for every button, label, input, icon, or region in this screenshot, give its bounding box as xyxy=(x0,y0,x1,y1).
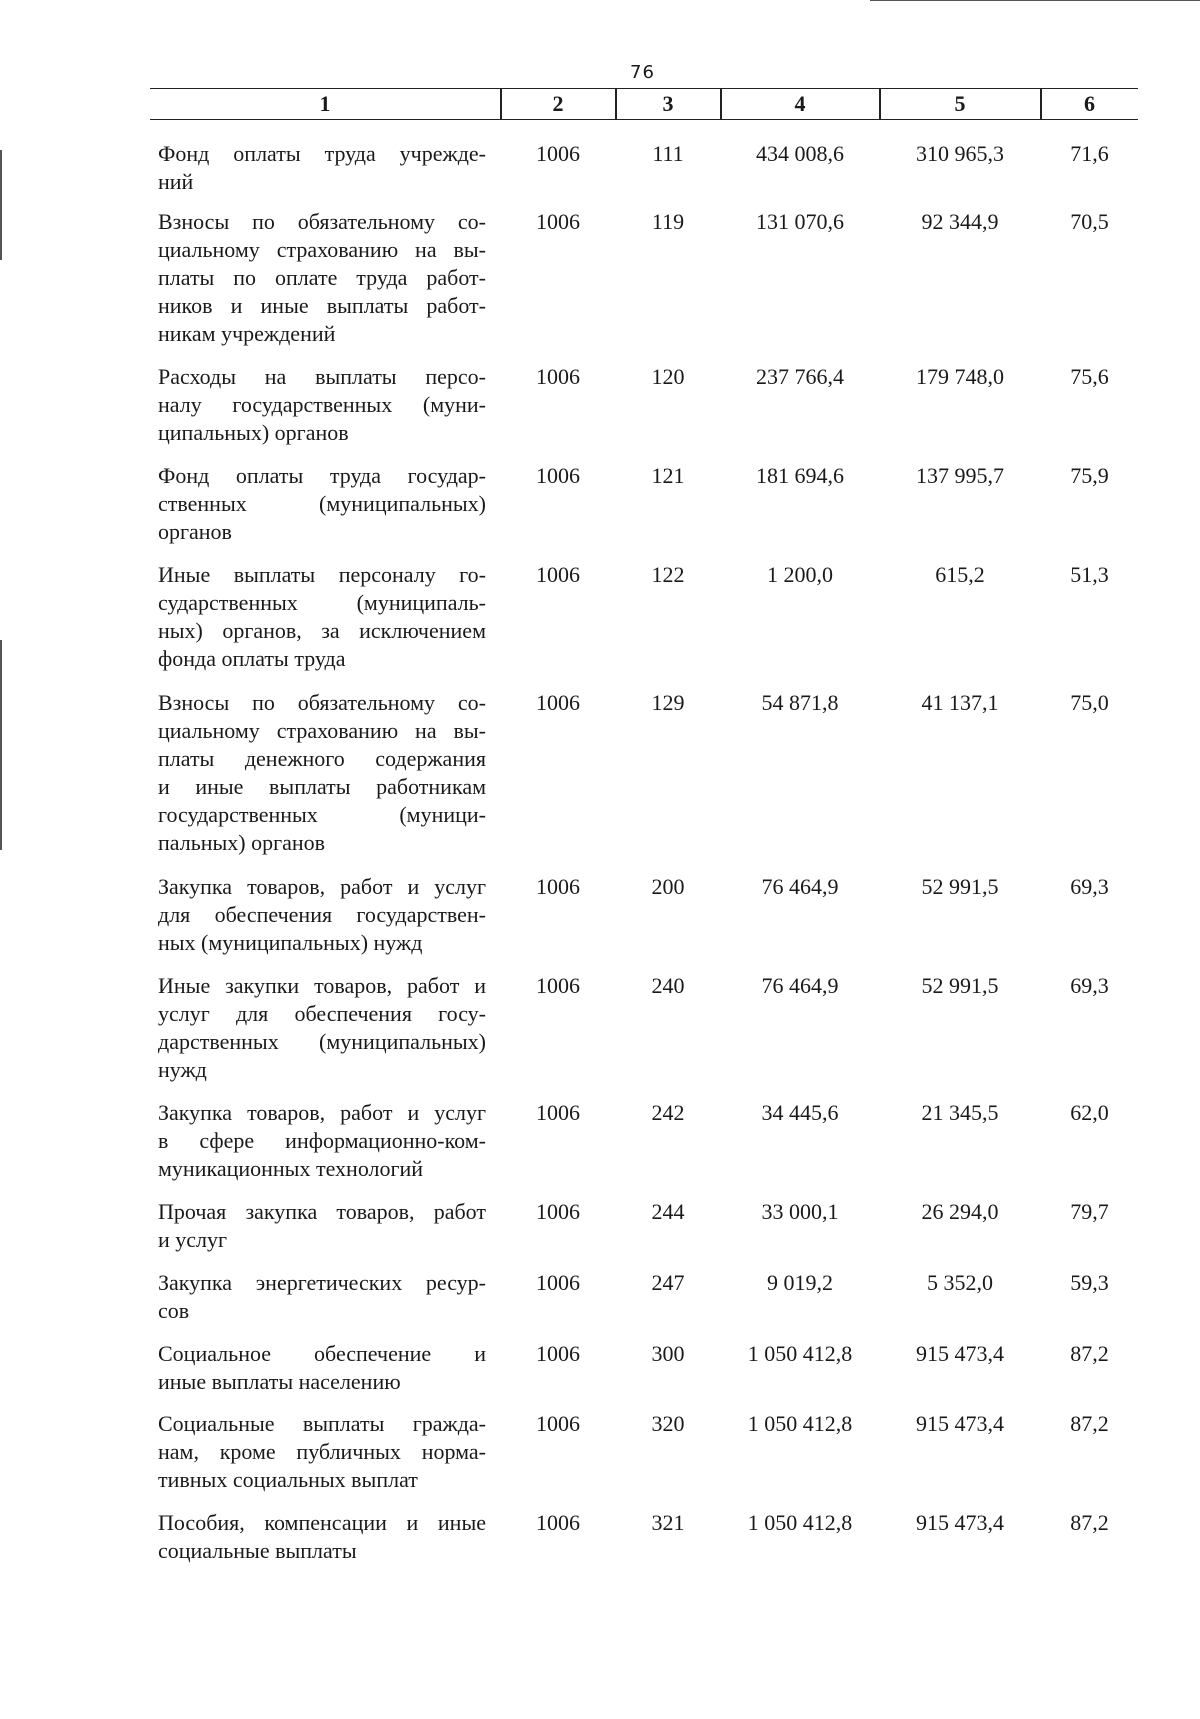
cell-item-name-line: социальные выплаты xyxy=(158,1538,357,1563)
cell-item-name-line: платы по оплате труда работ- xyxy=(158,265,486,290)
scan-edge-line-top xyxy=(870,0,1200,1)
cell-executed: 915 473,4 xyxy=(916,1411,1004,1436)
cell-code-expense: 122 xyxy=(651,562,685,587)
cell-item-name-line: сударственных (муниципаль- xyxy=(158,590,486,615)
cell-item-name xyxy=(158,1410,486,1494)
cell-executed: 41 137,1 xyxy=(921,690,999,715)
cell-item-name xyxy=(158,1198,486,1254)
cell-item-name-line: Иные закупки товаров, работ и xyxy=(158,973,486,998)
cell-item-name-line: органов xyxy=(158,519,232,544)
cell-executed: 179 748,0 xyxy=(916,364,1004,389)
cell-item-name xyxy=(158,873,486,957)
cell-executed: 21 345,5 xyxy=(921,1100,999,1125)
cell-planned: 54 871,8 xyxy=(761,690,839,715)
cell-planned: 1 050 412,8 xyxy=(747,1510,853,1535)
cell-percent: 75,6 xyxy=(1070,364,1109,389)
cell-percent: 75,9 xyxy=(1070,463,1109,488)
cell-item-name-line: Социальное обеспечение и xyxy=(158,1341,486,1366)
cell-item-name-line: государственных (муници- xyxy=(158,802,486,827)
cell-item-name-line: Социальные выплаты гражда- xyxy=(158,1411,486,1436)
cell-executed: 5 352,0 xyxy=(927,1270,993,1295)
cell-item-name-line: тивных социальных выплат xyxy=(158,1467,418,1492)
cell-item-name-line: налу государственных (муни- xyxy=(158,392,486,417)
cell-percent: 75,0 xyxy=(1070,690,1109,715)
cell-item-name xyxy=(158,972,486,1084)
cell-item-name xyxy=(158,208,486,348)
cell-planned: 34 445,6 xyxy=(761,1100,839,1125)
header-col-3: 3 xyxy=(662,91,674,116)
header-col-5: 5 xyxy=(954,91,966,116)
header-col-6: 6 xyxy=(1084,91,1095,116)
cell-code-expense: 129 xyxy=(651,690,685,715)
cell-item-name-line: платы денежного содержания xyxy=(158,746,486,771)
cell-item-name-line: ний xyxy=(158,169,194,194)
cell-item-name xyxy=(158,140,486,196)
page-number: 76 xyxy=(630,62,655,83)
cell-planned: 76 464,9 xyxy=(761,973,839,998)
cell-planned: 1 050 412,8 xyxy=(747,1411,853,1436)
cell-item-name-line: Расходы на выплаты персо- xyxy=(158,364,486,389)
cell-item-name xyxy=(158,1340,486,1396)
cell-item-name xyxy=(158,689,486,857)
cell-item-name xyxy=(158,1099,486,1183)
cell-code-expense: 200 xyxy=(651,874,685,899)
cell-code-section: 1006 xyxy=(536,562,580,587)
cell-executed: 310 965,3 xyxy=(916,141,1004,166)
cell-percent: 70,5 xyxy=(1070,209,1109,234)
header-col-1: 1 xyxy=(319,91,331,116)
cell-planned: 181 694,6 xyxy=(756,463,844,488)
cell-item-name-line: Фонд оплаты труда учрежде- xyxy=(158,141,486,166)
cell-item-name xyxy=(158,462,486,546)
cell-item-name xyxy=(158,1509,486,1565)
cell-planned: 76 464,9 xyxy=(761,874,839,899)
cell-percent: 51,3 xyxy=(1070,562,1109,587)
cell-code-section: 1006 xyxy=(536,874,580,899)
cell-item-name-line: циальному страхованию на вы- xyxy=(158,718,486,743)
cell-code-expense: 247 xyxy=(651,1270,685,1295)
cell-item-name-line: Закупка товаров, работ и услуг xyxy=(158,874,486,899)
cell-percent: 69,3 xyxy=(1070,874,1109,899)
cell-item-name-line: услуг для обеспечения госу- xyxy=(158,1001,486,1026)
cell-planned: 9 019,2 xyxy=(767,1270,833,1295)
budget-table xyxy=(150,88,1138,1563)
cell-item-name-line: циальному страхованию на вы- xyxy=(158,237,486,262)
cell-item-name-line: ственных (муниципальных) xyxy=(158,491,486,516)
cell-code-expense: 120 xyxy=(651,364,685,389)
cell-percent: 71,6 xyxy=(1070,141,1109,166)
cell-code-expense: 121 xyxy=(651,463,685,488)
cell-executed: 52 991,5 xyxy=(921,874,999,899)
cell-planned: 1 050 412,8 xyxy=(747,1341,853,1366)
cell-item-name-line: Взносы по обязательному со- xyxy=(158,690,486,715)
scan-edge-line-left-1 xyxy=(0,150,2,260)
cell-item-name-line: Фонд оплаты труда государ- xyxy=(158,463,486,488)
cell-item-name xyxy=(158,1269,486,1325)
cell-code-section: 1006 xyxy=(536,1341,580,1366)
cell-item-name-line: Прочая закупка товаров, работ xyxy=(158,1199,486,1224)
cell-code-section: 1006 xyxy=(536,1270,580,1295)
cell-item-name-line: нам, кроме публичных норма- xyxy=(158,1439,486,1464)
cell-code-expense: 300 xyxy=(651,1341,685,1366)
cell-planned: 33 000,1 xyxy=(761,1199,839,1224)
cell-item-name-line: Иные выплаты персоналу го- xyxy=(158,562,486,587)
cell-item-name-line: фонда оплаты труда xyxy=(158,646,346,671)
cell-code-section: 1006 xyxy=(536,690,580,715)
cell-item-name-line: нужд xyxy=(158,1057,207,1082)
cell-item-name-line: иные выплаты населению xyxy=(158,1369,401,1394)
cell-item-name xyxy=(158,363,486,447)
cell-executed: 915 473,4 xyxy=(916,1510,1004,1535)
cell-percent: 87,2 xyxy=(1070,1341,1109,1366)
cell-code-section: 1006 xyxy=(536,209,580,234)
cell-code-section: 1006 xyxy=(536,973,580,998)
cell-item-name-line: пальных) органов xyxy=(158,830,326,855)
cell-code-section: 1006 xyxy=(536,1100,580,1125)
cell-planned: 434 008,6 xyxy=(756,141,844,166)
cell-code-expense: 240 xyxy=(651,973,685,998)
cell-item-name-line: никам учреждений xyxy=(158,321,336,346)
cell-executed: 137 995,7 xyxy=(916,463,1004,488)
cell-code-expense: 111 xyxy=(652,141,684,166)
cell-percent: 62,0 xyxy=(1070,1100,1109,1125)
cell-code-section: 1006 xyxy=(536,1510,580,1535)
cell-executed: 615,2 xyxy=(935,562,985,587)
cell-item-name-line: в сфере информационно-ком- xyxy=(158,1128,486,1153)
cell-item-name-line: ников и иные выплаты работ- xyxy=(158,293,486,318)
cell-code-section: 1006 xyxy=(536,1411,580,1436)
cell-percent: 69,3 xyxy=(1070,973,1109,998)
cell-item-name-line: ных (муниципальных) нужд xyxy=(158,930,423,955)
table-header-row xyxy=(150,88,1138,120)
cell-executed: 92 344,9 xyxy=(921,209,999,234)
cell-executed: 915 473,4 xyxy=(916,1341,1004,1366)
cell-code-section: 1006 xyxy=(536,141,580,166)
cell-code-expense: 320 xyxy=(651,1411,685,1436)
cell-item-name-line: Закупка товаров, работ и услуг xyxy=(158,1100,486,1125)
scan-edge-line-left-2 xyxy=(0,640,2,850)
cell-code-section: 1006 xyxy=(536,1199,580,1224)
cell-item-name-line: ных) органов, за исключением xyxy=(158,618,486,643)
cell-percent: 87,2 xyxy=(1070,1510,1109,1535)
cell-item-name-line: для обеспечения государствен- xyxy=(158,902,486,927)
cell-item-name-line: и иные выплаты работникам xyxy=(158,774,486,799)
cell-item-name-line: муникационных технологий xyxy=(158,1156,424,1181)
cell-code-section: 1006 xyxy=(536,364,580,389)
cell-item-name-line: Пособия, компенсации и иные xyxy=(158,1510,486,1535)
cell-code-expense: 244 xyxy=(651,1199,685,1224)
cell-item-name-line: ципальных) органов xyxy=(158,420,349,445)
cell-item-name-line: Закупка энергетических ресур- xyxy=(158,1270,486,1295)
cell-planned: 131 070,6 xyxy=(756,209,844,234)
cell-planned: 237 766,4 xyxy=(756,364,844,389)
cell-percent: 59,3 xyxy=(1070,1270,1109,1295)
cell-executed: 52 991,5 xyxy=(921,973,999,998)
header-col-2: 2 xyxy=(552,91,564,116)
cell-executed: 26 294,0 xyxy=(921,1199,999,1224)
cell-code-expense: 321 xyxy=(651,1510,685,1535)
cell-planned: 1 200,0 xyxy=(767,562,833,587)
cell-code-section: 1006 xyxy=(536,463,580,488)
cell-percent: 87,2 xyxy=(1070,1411,1109,1436)
cell-code-expense: 242 xyxy=(651,1100,685,1125)
cell-item-name-line: Взносы по обязательному со- xyxy=(158,209,486,234)
cell-item-name-line: сов xyxy=(158,1298,190,1323)
cell-item-name-line: и услуг xyxy=(158,1227,228,1252)
cell-percent: 79,7 xyxy=(1070,1199,1109,1224)
cell-item-name-line: дарственных (муниципальных) xyxy=(158,1029,486,1054)
header-col-4: 4 xyxy=(794,91,806,116)
cell-item-name xyxy=(158,561,486,673)
cell-code-expense: 119 xyxy=(651,209,685,234)
